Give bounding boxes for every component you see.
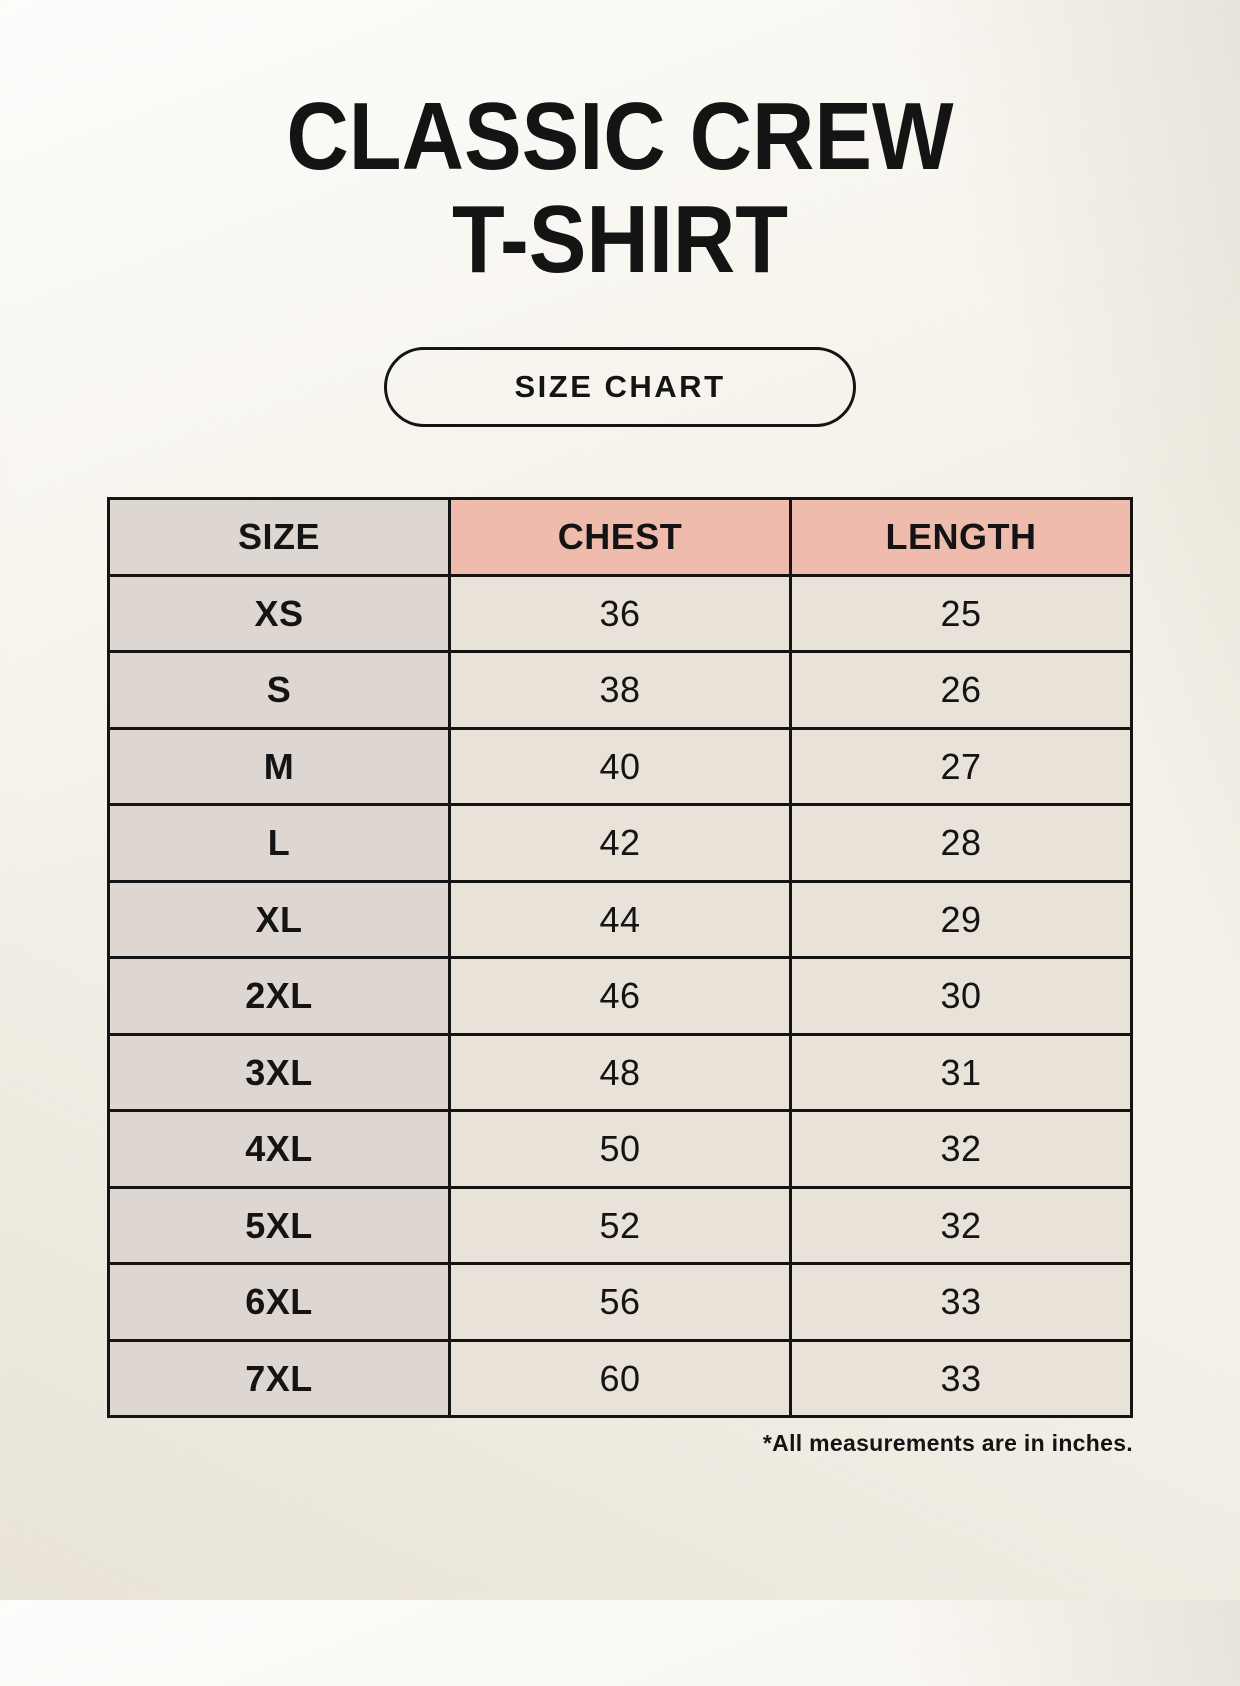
column-header-chest: CHEST	[450, 499, 791, 576]
header	[0, 83, 1240, 427]
size-cell: 6XL	[109, 1264, 450, 1341]
length-cell: 25	[791, 575, 1132, 652]
size-table-body	[109, 575, 1132, 1417]
column-header-size: SIZE	[109, 499, 450, 576]
size-chart-table	[107, 497, 1133, 1418]
table-row	[109, 1034, 1132, 1111]
table-row	[109, 575, 1132, 652]
size-cell: 2XL	[109, 958, 450, 1035]
chest-cell: 46	[450, 958, 791, 1035]
size-cell: M	[109, 728, 450, 805]
header-row	[109, 499, 1132, 576]
length-cell: 33	[791, 1340, 1132, 1417]
chest-cell: 38	[450, 652, 791, 729]
measurements-note: *All measurements are in inches.	[762, 1430, 1133, 1457]
length-cell: 28	[791, 805, 1132, 882]
size-cell: XS	[109, 575, 450, 652]
page-title-line1: CLASSIC CREW	[286, 83, 954, 190]
length-cell: 26	[791, 652, 1132, 729]
chest-cell: 52	[450, 1187, 791, 1264]
main-content	[0, 497, 1240, 1457]
chest-cell: 44	[450, 881, 791, 958]
chest-cell: 48	[450, 1034, 791, 1111]
length-cell: 31	[791, 1034, 1132, 1111]
chest-cell: 50	[450, 1111, 791, 1188]
length-cell: 32	[791, 1187, 1132, 1264]
chest-cell: 56	[450, 1264, 791, 1341]
chest-cell: 40	[450, 728, 791, 805]
length-cell: 33	[791, 1264, 1132, 1341]
table-row	[109, 805, 1132, 882]
column-header-length: LENGTH	[791, 499, 1132, 576]
chest-cell: 60	[450, 1340, 791, 1417]
table-row	[109, 1264, 1132, 1341]
chest-cell: 42	[450, 805, 791, 882]
size-chart-button[interactable]: SIZE CHART	[384, 347, 856, 427]
chest-cell: 36	[450, 575, 791, 652]
size-cell: S	[109, 652, 450, 729]
length-cell: 32	[791, 1111, 1132, 1188]
size-cell: XL	[109, 881, 450, 958]
size-cell: L	[109, 805, 450, 882]
length-cell: 30	[791, 958, 1132, 1035]
size-cell: 4XL	[109, 1111, 450, 1188]
size-cell: 5XL	[109, 1187, 450, 1264]
size-cell: 3XL	[109, 1034, 450, 1111]
table-row	[109, 652, 1132, 729]
table-row	[109, 1111, 1132, 1188]
table-row	[109, 958, 1132, 1035]
table-row	[109, 881, 1132, 958]
length-cell: 29	[791, 881, 1132, 958]
length-cell: 27	[791, 728, 1132, 805]
size-table-header	[109, 499, 1132, 576]
size-cell: 7XL	[109, 1340, 450, 1417]
page-title	[62, 83, 1178, 293]
table-row	[109, 1187, 1132, 1264]
table-row	[109, 728, 1132, 805]
page-title-line2: T-SHIRT	[452, 185, 788, 293]
table-row	[109, 1340, 1132, 1417]
